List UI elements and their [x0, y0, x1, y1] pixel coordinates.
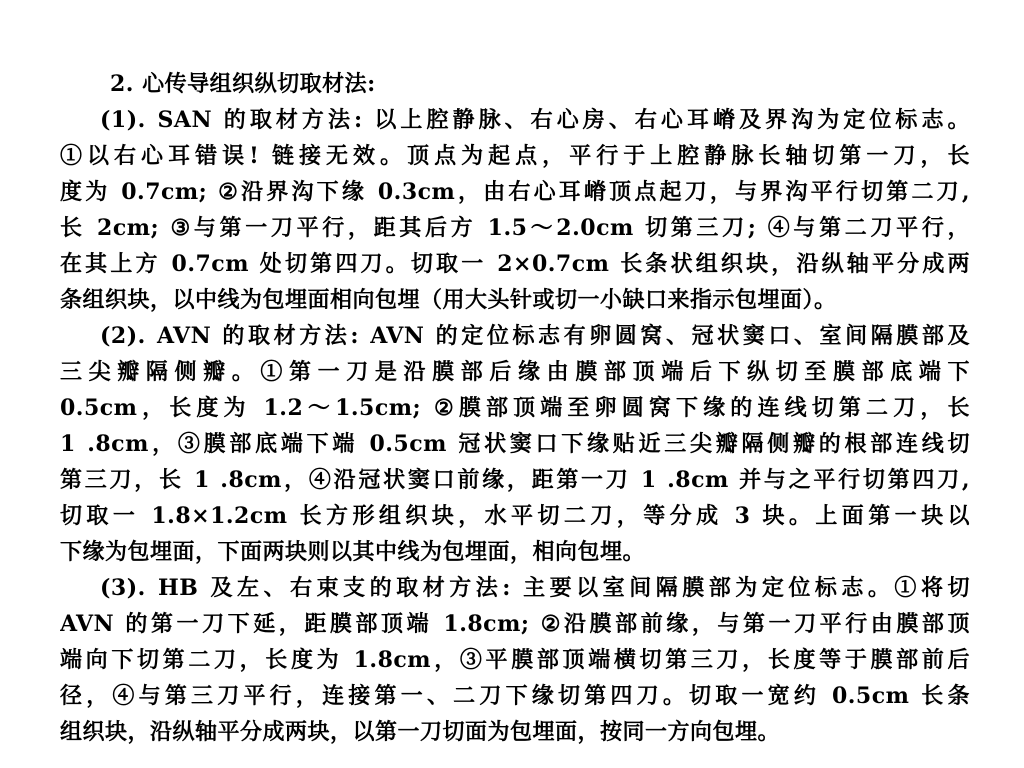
- paragraph-line: 长 2cm; ③与第一刀平行，距其后方 1.5～2.0cm 切第三刀; ④与第二刀平行，: [60, 215, 970, 241]
- paragraph-line: 下缘为包埋面，下面两块则以其中线为包埋面，相向包埋。: [60, 539, 646, 565]
- paragraph-line: 0.5cm，长度为 1.2～1.5cm; ②膜部顶端至卵圆窝下缘的连线切第二刀，长: [60, 395, 970, 421]
- paragraph-line: 在其上方 0.7cm 处切第四刀。切取一 2×0.7cm 长条状组织块，沿纵轴平分成两: [60, 251, 970, 277]
- paragraph-line: 度为 0.7cm; ②沿界沟下缘 0.3cm，由右心耳嵴顶点起刀，与界沟平行切第二刀,: [60, 179, 970, 205]
- section-heading: 2. 心传导组织纵切取材法:: [110, 71, 376, 97]
- paragraph-line: 切取一 1.8×1.2cm 长方形组织块，水平切二刀，等分成 3 块。上面第一块以: [60, 503, 970, 529]
- paragraph-line: ①以右心耳错误! 链接无效。顶点为起点，平行于上腔静脉长轴切第一刀，长: [60, 143, 970, 169]
- paragraph-line: (2). AVN 的取材方法: AVN 的定位标志有卵圆窝、冠状窦口、室间隔膜部及: [100, 323, 970, 349]
- paragraph-line: 条组织块，以中线为包埋面相向包埋（用大头针或切一小缺口来指示包埋面）。: [60, 287, 837, 313]
- paragraph-line: 第三刀，长 1 .8cm，④沿冠状窦口前缘，距第一刀 1 .8cm 并与之平行切第四刀,: [60, 467, 970, 493]
- paragraph-line: 径，④与第三刀平行，连接第一、二刀下缘切第四刀。切取一宽约 0.5cm 长条: [60, 683, 970, 709]
- paragraph-line: (3). HB 及左、右束支的取材方法: 主要以室间隔膜部为定位标志。①将切: [100, 575, 970, 601]
- paragraph-line: AVN 的第一刀下延，距膜部顶端 1.8cm; ②沿膜部前缘，与第一刀平行由膜部顶: [60, 611, 970, 637]
- paragraph-line: 1 .8cm，③膜部底端下端 0.5cm 冠状窦口下缘贴近三尖瓣隔侧瓣的根部连线切: [60, 431, 970, 457]
- paragraph-line: 三尖瓣隔侧瓣。①第一刀是沿膜部后缘由膜部顶端后下纵切至膜部底端下: [60, 359, 970, 385]
- paragraph-line: 组织块，沿纵轴平分成两块，以第一刀切面为包埋面，按同一方向包埋。: [60, 719, 781, 745]
- paragraph-line: (1). SAN 的取材方法: 以上腔静脉、右心房、右心耳嵴及界沟为定位标志。: [100, 107, 970, 133]
- paragraph-line: 端向下切第二刀，长度为 1.8cm，③平膜部顶端横切第三刀，长度等于膜部前后: [60, 647, 970, 673]
